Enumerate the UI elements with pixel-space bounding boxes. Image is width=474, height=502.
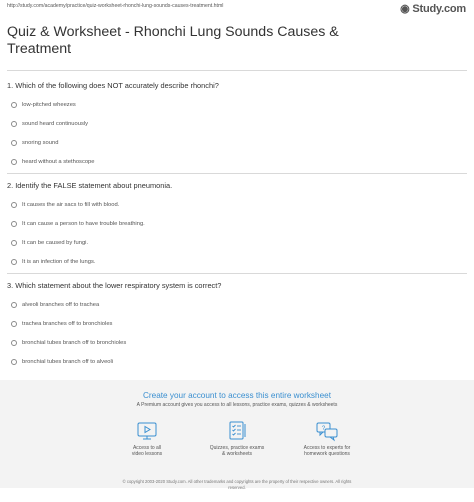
option-label: snoring sound (22, 140, 59, 146)
option-label: heard without a stethoscope (22, 159, 95, 165)
video-lessons-icon (136, 420, 158, 442)
page-url[interactable]: http://study.com/academy/practice/quiz-worksheet-rhonchi-lung-sounds-causes-treatment.html (7, 3, 224, 9)
study-logo[interactable] (400, 2, 466, 15)
answer-option[interactable] (7, 318, 467, 330)
feature-label: Access to experts for homework questions (303, 445, 351, 457)
answer-option[interactable] (7, 299, 467, 311)
divider (7, 273, 467, 274)
divider (7, 70, 467, 71)
option-label: bronchial tubes branch off to bronchioles (22, 340, 127, 346)
radio-button[interactable] (11, 340, 17, 346)
answer-option[interactable] (7, 337, 467, 349)
radio-button[interactable] (11, 302, 17, 308)
worksheets-icon (226, 420, 248, 442)
feature-label: Quizzes, practice exams & worksheets (209, 445, 265, 457)
page-title: Quiz & Worksheet - Rhonchi Lung Sounds Causes & Treatment (7, 24, 339, 57)
radio-button[interactable] (11, 121, 17, 127)
radio-button[interactable] (11, 202, 17, 208)
answer-option[interactable] (7, 199, 467, 211)
top-bar (0, 0, 474, 14)
feature-label: Access to all video lessons (131, 445, 163, 457)
premium-promo-panel (0, 380, 474, 488)
answer-option[interactable] (7, 137, 467, 149)
radio-button[interactable] (11, 240, 17, 246)
radio-button[interactable] (11, 159, 17, 165)
answer-option[interactable] (7, 237, 467, 249)
logo-icon: ◉ (400, 3, 410, 15)
answer-option[interactable] (7, 156, 467, 168)
option-label: It can cause a person to have trouble breathing. (22, 221, 145, 227)
radio-button[interactable] (11, 221, 17, 227)
answer-option[interactable] (7, 118, 467, 130)
create-account-link[interactable]: Create your account to access this entire worksheet (143, 391, 331, 400)
radio-button[interactable] (11, 259, 17, 265)
feature-video-lessons (97, 420, 197, 457)
option-label: It can be caused by fungi. (22, 240, 89, 246)
question-1 (7, 81, 467, 175)
question-2 (7, 181, 467, 275)
radio-button[interactable] (11, 102, 17, 108)
option-label: bronchial tubes branch off to alveoli (22, 359, 114, 365)
promo-subtitle: A Premium account gives you access to all lessons, practice exams, quizzes & worksheets (136, 402, 338, 408)
radio-button[interactable] (11, 359, 17, 365)
radio-button[interactable] (11, 140, 17, 146)
question-3 (7, 281, 467, 375)
feature-experts (277, 420, 377, 457)
option-label: alveoli branches off to trachea (22, 302, 100, 308)
question-text: 1. Which of the following does NOT accurately describe rhonchi? (7, 81, 219, 90)
copyright-footer: © copyright 2003-2020 Study.com. All other trademarks and copyrights are the property of their respective owners. All rights reserved. (122, 479, 352, 490)
logo-text: Study.com (412, 3, 466, 15)
option-label: sound heard continuously (22, 121, 89, 127)
option-label: trachea branches off to bronchioles (22, 321, 113, 327)
answer-option[interactable] (7, 218, 467, 230)
answer-option[interactable] (7, 256, 467, 268)
option-label: It causes the air sacs to fill with blood. (22, 202, 120, 208)
option-label: It is an infection of the lungs. (22, 259, 96, 265)
divider (7, 173, 467, 174)
radio-button[interactable] (11, 321, 17, 327)
question-text: 3. Which statement about the lower respiratory system is correct? (7, 281, 222, 290)
feature-worksheets (187, 420, 287, 457)
experts-chat-icon (315, 420, 339, 442)
question-text: 2. Identify the FALSE statement about pneumonia. (7, 181, 173, 190)
answer-option[interactable] (7, 356, 467, 368)
answer-option[interactable] (7, 99, 467, 111)
svg-text:?: ? (321, 426, 326, 432)
option-label: low-pitched wheezes (22, 102, 76, 108)
